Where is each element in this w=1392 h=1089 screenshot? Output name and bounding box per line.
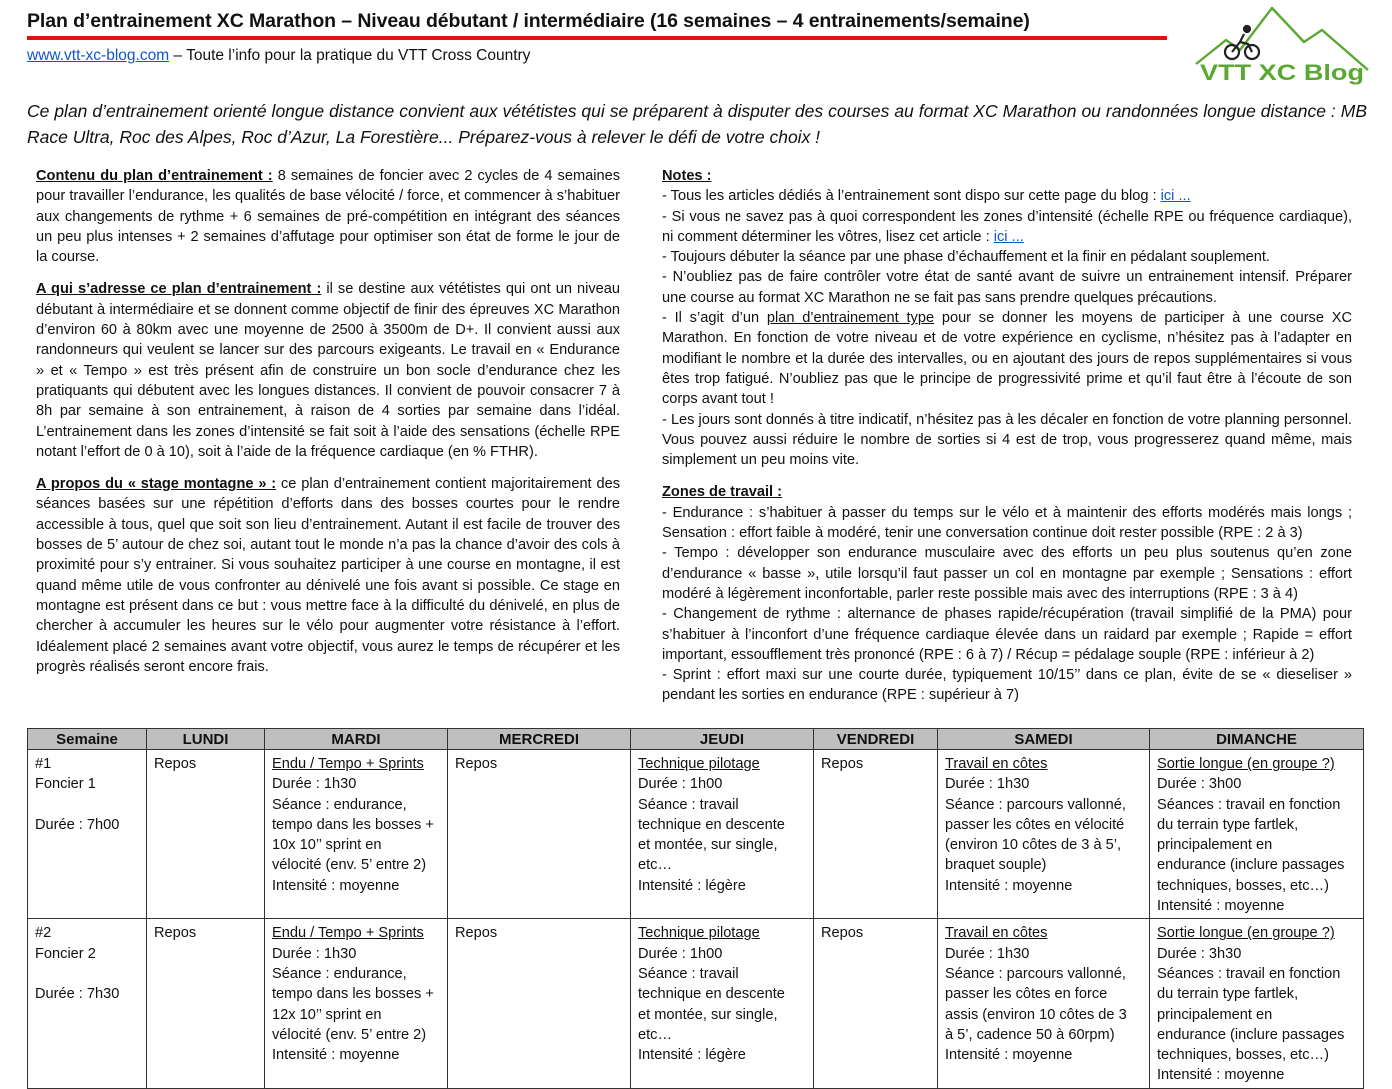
mercredi-cell <box>448 750 631 919</box>
session-line: Séance : parcours vallonné, <box>945 796 1126 813</box>
week-duration: Durée : 7h30 <box>35 986 120 1003</box>
table-row <box>28 750 1364 919</box>
header-mardi: MARDI <box>265 729 448 750</box>
session-line: Intensité : moyenne <box>1157 1067 1285 1084</box>
week-phase: Foncier 2 <box>35 945 96 962</box>
session-line: Durée : 1h30 <box>945 776 1030 793</box>
note-1 <box>662 186 1352 206</box>
session-line: techniques, bosses, etc…) <box>1157 1047 1329 1064</box>
note-4: - N’oubliez pas de faire contrôler votre état de santé avant de suivre un entrainement intensif. Préparer une course au format XC Marathon ne se fait pas sans prendre quelques précautions. <box>662 269 1352 306</box>
header-samedi: SAMEDI <box>938 729 1150 750</box>
session-line: principalement en <box>1157 1006 1273 1023</box>
vtt-xc-blog-logo <box>1192 2 1372 88</box>
week-spacer <box>35 795 139 815</box>
note-1-text: - Tous les articles dédiés à l’entrainement sont dispo sur cette page du blog : <box>662 188 1161 205</box>
note-6: - Les jours sont donnés à titre indicatif, n’hésitez pas à les décaler en fonction de votre planning personnel. Vous pouvez aussi réduire le nombre de sorties si 4 est de trop, vous progresserez quand même, mais simplement un peu moins vite. <box>662 411 1352 469</box>
zone-changement-rythme: - Changement de rythme : alternance de phases rapide/récupération (travail simplifié de la PMA) pour s’habituer à l’inconfort d’une fréquence cardiaque élevée dans un raidard par exemple ; Rapide = effort important, essoufflement très prononcé (RPE : 6 à 7) / Récup = pédalage souple (RPE : inférieur à 2) <box>662 606 1352 663</box>
session-line: Intensité : moyenne <box>272 877 400 894</box>
stage-label: A propos du « stage montagne » : <box>36 476 277 493</box>
session-line: technique en descente <box>638 986 785 1003</box>
table-header-row <box>28 729 1364 750</box>
session-line: Séance : parcours vallonné, <box>945 965 1126 982</box>
training-plan-table <box>27 728 1364 1089</box>
note-2-text: - Si vous ne savez pas à quoi correspondent les zones d’intensité (échelle RPE ou fréquence cardiaque), ni comment déterminer les vôtres, lisez cet article : <box>662 208 1352 245</box>
audience-label: A qui s’adresse ce plan d’entrainement : <box>36 281 322 298</box>
header-vendredi: VENDREDI <box>814 729 938 750</box>
contenu-label: Contenu du plan d’entrainement : <box>36 168 273 184</box>
week-duration: Durée : 7h00 <box>35 816 120 833</box>
session-line: endurance (inclure passages <box>1157 857 1345 874</box>
mardi-cell <box>265 919 448 1088</box>
session-line: tempo dans les bosses + <box>272 986 434 1003</box>
session-line: Intensité : moyenne <box>272 1047 400 1064</box>
session-line: Séances : travail en fonction <box>1157 965 1341 982</box>
session-line: et montée, sur single, <box>638 837 778 854</box>
vendredi-cell <box>814 750 938 919</box>
title-underline <box>27 36 1167 40</box>
session-line: du terrain type fartlek, <box>1157 986 1299 1003</box>
header-semaine: Semaine <box>28 729 147 750</box>
session-title: Endu / Tempo + Sprints <box>272 756 424 772</box>
contenu-paragraph <box>36 166 620 267</box>
session-line: du terrain type fartlek, <box>1157 816 1299 833</box>
session-line: Intensité : moyenne <box>945 1047 1073 1064</box>
week-number: #2 <box>35 925 52 942</box>
session-line: 12x 10’’ sprint en <box>272 1006 382 1023</box>
session-line: etc… <box>638 1026 673 1043</box>
session-line: vélocité (env. 5’ entre 2) <box>272 857 427 874</box>
week-cell <box>28 750 147 919</box>
session-title: Endu / Tempo + Sprints <box>272 925 424 942</box>
site-link[interactable]: www.vtt-xc-blog.com <box>27 47 170 64</box>
note-2 <box>662 207 1352 248</box>
week-phase: Foncier 1 <box>35 776 96 793</box>
note-5-text-a: - Il s’agit d’un <box>662 310 767 327</box>
note-3: - Toujours débuter la séance par une phase d’échauffement et la finir en pédalant souplement. <box>662 249 1270 266</box>
session-line: 10x 10’’ sprint en <box>272 837 382 854</box>
jeudi-cell <box>631 919 814 1088</box>
zone-tempo: - Tempo : développer son endurance musculaire avec des efforts un peu plus soutenus qu’en zone d’endurance « basse », utile lorsqu’il faut passer un col en montagne par exemple ; Sensations : effort modéré à légèrement inconfortable, parler reste possible mais avec des interruptions (RPE : 3 à 4) <box>662 545 1352 602</box>
intro-paragraph: Ce plan d’entrainement orienté longue distance convient aux vététistes qui se préparent à disputer des courses au format XC Marathon ou randonnées longue distance : MB Race Ultra, Roc des Alpes, Roc d’Azur, La Forestière... Préparez-vous à relever le défi de votre choix ! <box>27 101 1367 147</box>
mercredi-cell <box>448 919 631 1088</box>
note-5-text-b: pour se donner les moyens de participer à une course XC Marathon. En fonction de votre niveau et de votre expérience en cyclisme, n’hésitez pas à l’adapter en modifiant le nombre et la durée des intervalles, ou en ajoutant des jours de repos supplémentaires si vous êtes trop fatigué. N’oubliez pas que le principe de progressivité prime et qu’il faut être à l’écoute de son corps avant tout ! <box>662 310 1352 408</box>
session-line: tempo dans les bosses + <box>272 816 434 833</box>
session-line: Intensité : légère <box>638 1047 746 1064</box>
header-dimanche: DIMANCHE <box>1150 729 1364 750</box>
session-line: assis (environ 10 côtes de 3 <box>945 1006 1127 1023</box>
mercredi-text: Repos <box>455 756 498 772</box>
session-line: Séance : travail <box>638 796 739 813</box>
session-line: Séances : travail en fonction <box>1157 796 1341 813</box>
lundi-text: Repos <box>154 925 197 942</box>
lundi-text: Repos <box>154 756 197 772</box>
left-column <box>36 166 620 689</box>
session-line: Intensité : moyenne <box>1157 898 1285 915</box>
contenu-text: 8 semaines de foncier avec 2 cycles de 4 semaines pour travailler l’endurance, les qualités de base vélocité / force, et commencer à s’habituer aux changements de rythme + 6 semaines de pré-compétition en intégrant des séances un peu plus intenses + 2 semaines d’affutage pour optimiser son état de forme le jour de la course. <box>36 168 620 266</box>
session-line: braquet souple) <box>945 857 1047 874</box>
session-line: Durée : 1h30 <box>272 776 357 793</box>
session-line: Durée : 1h00 <box>638 776 723 793</box>
vendredi-text: Repos <box>821 925 864 942</box>
audience-text: il se destine aux vététistes qui ont un niveau débutant à intermédiaire et se donnent comme objectif de finir des épreuves XC Marathon d’environ 60 à 80km avec une moyenne de 2500 à 3500m de D+. Il convient aussi aux randonneurs qui veulent se lancer sur des parcours exigeants. Le travail en « Endurance » et « Tempo » est très présent afin de construire un bon socle d’endurance chez les pratiquants qui débutent avec les longues distances. Il convient de pouvoir consacrer 7 à 8h par semaine à son entrainement, à raison de 4 sorties par semaine dans l’idéal. L’entrainement dans les zones d’intensité se fait soit à l’aide des sensations (échelle RPE notant l’effort de 0 à 10), soit à l’aide de la fréquence cardiaque (en % FTHR). <box>36 281 621 460</box>
session-line: Durée : 1h30 <box>272 945 357 962</box>
note-1-link[interactable]: ici ... <box>1160 188 1191 205</box>
session-line: Intensité : légère <box>638 877 746 894</box>
page-title: Plan d’entrainement XC Marathon – Niveau débutant / intermédiaire (16 semaines – 4 entrainements/semaine) <box>27 10 1030 32</box>
mercredi-text: Repos <box>455 925 498 942</box>
lundi-cell <box>147 750 265 919</box>
session-line: vélocité (env. 5’ entre 2) <box>272 1026 427 1043</box>
session-line: passer les côtes en force <box>945 986 1108 1003</box>
session-line: Séance : endurance, <box>272 965 407 982</box>
samedi-cell <box>938 919 1150 1088</box>
header-mercredi: MERCREDI <box>448 729 631 750</box>
vendredi-text: Repos <box>821 756 864 772</box>
session-line: à 5’, cadence 50 à 60rpm) <box>945 1026 1115 1043</box>
table-row <box>28 919 1364 1088</box>
session-line: Durée : 1h00 <box>638 945 723 962</box>
vendredi-cell <box>814 919 938 1088</box>
dimanche-cell <box>1150 919 1364 1088</box>
session-title: Travail en côtes <box>945 756 1048 772</box>
stage-paragraph <box>36 474 620 677</box>
mardi-cell <box>265 750 448 919</box>
header-lundi: LUNDI <box>147 729 265 750</box>
header-jeudi: JEUDI <box>631 729 814 750</box>
session-line: principalement en <box>1157 837 1273 854</box>
zones-label: Zones de travail : <box>662 484 783 501</box>
week-cell <box>28 919 147 1088</box>
session-line: Durée : 3h30 <box>1157 945 1242 962</box>
site-line <box>27 47 530 65</box>
session-title: Sortie longue (en groupe ?) <box>1157 756 1335 772</box>
audience-paragraph <box>36 279 620 462</box>
zone-endurance: - Endurance : s’habituer à passer du temps sur le vélo et à maintenir des efforts modérés mais longs ; Sensation : effort faible à modéré, tenir une conversation continue doit rester possible (RPE : 2 à 3) <box>662 504 1352 542</box>
session-line: et montée, sur single, <box>638 1006 778 1023</box>
note-5 <box>662 308 1352 409</box>
lundi-cell <box>147 919 265 1088</box>
session-line: Séance : endurance, <box>272 796 407 813</box>
session-line: Durée : 3h00 <box>1157 776 1242 793</box>
session-line: (environ 10 côtes de 3 à 5’, <box>945 837 1122 854</box>
stage-text: ce plan d’entrainement contient majoritairement des séances basées sur une répétition d’efforts dans des bosses courtes pour le rendre accessible à tous, quel que soit son lieu d’entrainement. Autant il est facile de trouver des bosses de 5’ autour de chez soi, autant tout le monde n’a pas la chance d’avoir des cols à proximité pour s’y entrainer. Si vous souhaitez participer à une course en montagne, il est quand même utile de vous confronter au dénivelé une fois avant si possible. Ce stage en montagne est présent dans ce but : vous mettre face à la difficulté du dénivelé, en plus de chercher à accumuler les heures sur le vélo pour augmenter votre résistance à l’effort. Idéalement placé 2 semaines avant votre objectif, vous aurez le temps de récupérer et les progrès réalisés seront encore frais. <box>36 476 620 675</box>
session-line: passer les côtes en vélocité <box>945 816 1125 833</box>
session-line: Intensité : moyenne <box>945 877 1073 894</box>
session-title: Travail en côtes <box>945 925 1048 942</box>
session-line: Durée : 1h30 <box>945 945 1030 962</box>
session-line: etc… <box>638 857 673 874</box>
week-number: #1 <box>35 756 52 772</box>
samedi-cell <box>938 750 1150 919</box>
session-line: endurance (inclure passages <box>1157 1026 1345 1043</box>
session-line: techniques, bosses, etc…) <box>1157 877 1329 894</box>
session-title: Technique pilotage <box>638 756 760 772</box>
notes-label: Notes : <box>662 168 712 184</box>
session-line: Séance : travail <box>638 965 739 982</box>
logo-text: VTT XC Blog <box>1200 60 1364 85</box>
note-5-underlined: plan d’entrainement type <box>766 310 935 327</box>
session-line: technique en descente <box>638 816 785 833</box>
session-title: Sortie longue (en groupe ?) <box>1157 925 1335 942</box>
session-title: Technique pilotage <box>638 925 760 942</box>
zone-sprint: - Sprint : effort maxi sur une courte durée, typiquement 10/15’’ dans ce plan, évite de se « dieseliser » pendant les sorties en endurance (RPE : supérieur à 7) <box>662 667 1352 704</box>
jeudi-cell <box>631 750 814 919</box>
right-column <box>662 166 1352 706</box>
site-tagline: – Toute l’info pour la pratique du VTT Cross Country <box>169 47 531 64</box>
dimanche-cell <box>1150 750 1364 919</box>
note-2-link[interactable]: ici ... <box>993 228 1024 245</box>
week-spacer <box>35 964 139 984</box>
